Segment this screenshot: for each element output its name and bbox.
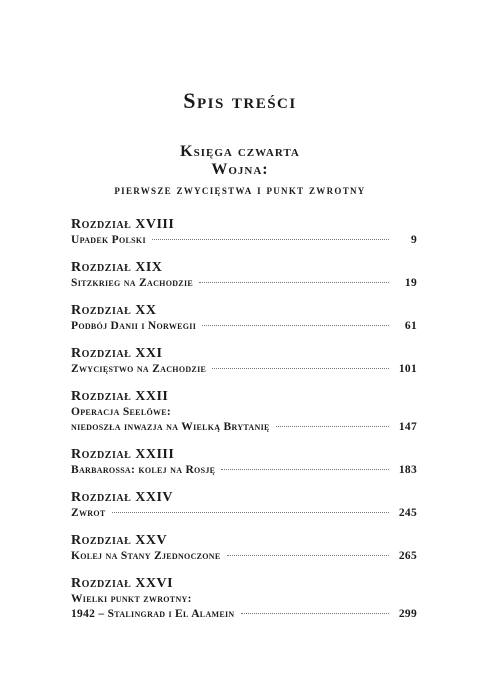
chapter-title-line: Wielki punkt zwrotny: xyxy=(71,593,192,605)
toc-entry[interactable] xyxy=(71,489,417,521)
chapter-number: Rozdział XXIV xyxy=(71,490,174,505)
toc-entry[interactable] xyxy=(71,302,417,334)
dot-leader xyxy=(202,325,389,326)
chapter-title-row xyxy=(71,362,417,377)
chapter-title: Sitzkrieg na Zachodzie xyxy=(71,277,193,289)
toc-entry[interactable] xyxy=(71,259,417,291)
page-number: 101 xyxy=(398,363,417,375)
toc-entry[interactable] xyxy=(71,216,417,248)
toc-entry[interactable] xyxy=(71,575,417,622)
dot-leader xyxy=(212,368,389,369)
page-number: 61 xyxy=(404,320,417,332)
book-number: Księga czwarta xyxy=(180,143,300,160)
book-header xyxy=(0,143,480,199)
toc-entry[interactable] xyxy=(71,345,417,377)
page-title: Spis treści xyxy=(183,88,297,113)
chapter-title-row xyxy=(71,607,417,622)
toc-entry[interactable] xyxy=(71,388,417,435)
dot-leader xyxy=(241,613,389,614)
page-number: 245 xyxy=(398,507,417,519)
chapter-title-row xyxy=(71,276,417,291)
page-number: 299 xyxy=(398,608,417,620)
page-number: 183 xyxy=(398,464,417,476)
dot-leader xyxy=(221,469,389,470)
chapter-title: Zwrot xyxy=(71,507,106,519)
table-of-contents xyxy=(71,216,417,633)
chapter-number: Rozdział XXIII xyxy=(71,447,175,462)
page-number: 147 xyxy=(398,421,417,433)
book-title: Wojna: xyxy=(211,161,269,178)
chapter-number: Rozdział XX xyxy=(71,303,157,318)
chapter-title-row xyxy=(71,319,417,334)
chapter-title-row xyxy=(71,463,417,478)
dot-leader xyxy=(276,426,389,427)
chapter-number: Rozdział XIX xyxy=(71,260,163,275)
chapter-number: Rozdział XVIII xyxy=(71,217,175,232)
chapter-title-row xyxy=(71,506,417,521)
chapter-title: Zwycięstwo na Zachodzie xyxy=(71,363,207,375)
page-number: 19 xyxy=(404,277,417,289)
page-number: 265 xyxy=(398,550,417,562)
chapter-title-row xyxy=(71,420,417,435)
chapter-title: Upadek Polski xyxy=(71,234,146,246)
toc-entry[interactable] xyxy=(71,446,417,478)
chapter-title: Barbarossa: kolej na Rosję xyxy=(71,464,216,476)
dot-leader xyxy=(112,512,389,513)
chapter-number: Rozdział XXI xyxy=(71,346,163,361)
dot-leader xyxy=(199,282,389,283)
page-number: 9 xyxy=(410,234,417,246)
book-subtitle: pierwsze zwycięstwa i punkt zwrotny xyxy=(114,182,366,197)
chapter-title: Podbój Danii i Norwegii xyxy=(71,320,197,332)
chapter-title-line: Operacja Seelöwe: xyxy=(71,406,172,418)
chapter-number: Rozdział XXII xyxy=(71,389,169,404)
dot-leader xyxy=(227,555,389,556)
dot-leader xyxy=(152,239,389,240)
chapter-number: Rozdział XXV xyxy=(71,533,168,548)
chapter-title: niedoszła inwazja na Wielką Brytanię xyxy=(71,421,270,433)
chapter-title-row xyxy=(71,233,417,248)
toc-entry[interactable] xyxy=(71,532,417,564)
chapter-number: Rozdział XXVI xyxy=(71,576,174,591)
chapter-title-row xyxy=(71,549,417,564)
chapter-title: 1942 – Stalingrad i El Alamein xyxy=(71,608,235,620)
chapter-title: Kolej na Stany Zjednoczone xyxy=(71,550,221,562)
